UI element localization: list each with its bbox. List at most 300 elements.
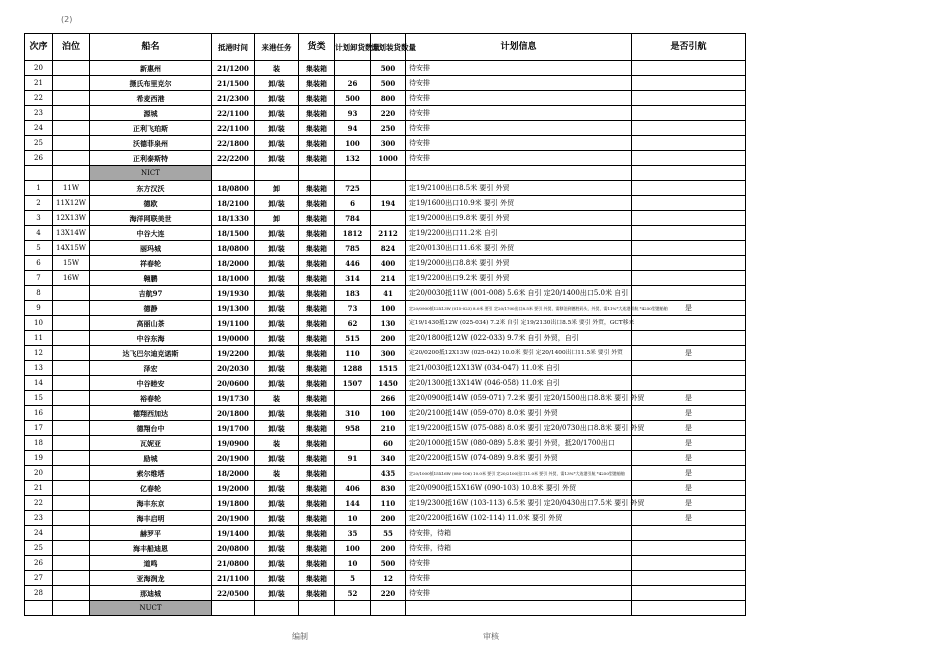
cell-seq: 16	[25, 406, 53, 421]
cell-arrival: 20/1800	[212, 406, 255, 421]
cell-pilot: 是	[632, 496, 746, 511]
cell-load: 340	[371, 451, 406, 466]
table-row	[25, 376, 746, 391]
cell-vessel: 海丰启明	[90, 511, 212, 526]
cell-arrival: 19/1300	[212, 301, 255, 316]
cell-pilot: 是	[632, 436, 746, 451]
cell-berth	[53, 571, 90, 586]
cell-pilot: 是	[632, 451, 746, 466]
cell-discharge: 725	[335, 181, 371, 196]
cell-plan-info: 定20/0900抵14W (059-071) 7.2米 要引 定20/1500出口8.8米 要引 外贸	[406, 391, 632, 406]
cell-discharge: 62	[335, 316, 371, 331]
table-row	[25, 121, 746, 136]
cell-berth: 13X14W	[53, 226, 90, 241]
cell-cargo: 集装箱	[299, 376, 335, 391]
table-row	[25, 541, 746, 556]
col-header-load: 计划装货数量	[371, 34, 406, 61]
cell-task: 卸/装	[255, 376, 299, 391]
cell-plan-info: 定20/1000抵15X16W (080-106) 10.0米 要引 定20/2100出口11.0米 要引 外贸，需13%*大连港引航 *4250型港船舶	[406, 466, 632, 481]
cell-plan-info: 定20/1000抵15W (080-089) 5.8米 要引 外贸，抵20/1700出口	[406, 436, 632, 451]
cell-vessel: 摄氏布里克尔	[90, 76, 212, 91]
cell-plan-info: 定20/0200抵12X13W (025-042) 10.0米 要引 定20/1400出口11.5米 要引 外贸	[406, 346, 632, 361]
cell-seq: 28	[25, 586, 53, 601]
cell-berth	[53, 526, 90, 541]
cell-berth	[53, 91, 90, 106]
cell-cargo: 集装箱	[299, 391, 335, 406]
cell-pilot	[632, 571, 746, 586]
cell-arrival: 19/1800	[212, 496, 255, 511]
cell-pilot	[632, 241, 746, 256]
cell-pilot: 是	[632, 391, 746, 406]
cell-seq: 7	[25, 271, 53, 286]
cell-vessel: 中谷睦安	[90, 376, 212, 391]
cell-vessel: 中谷东海	[90, 331, 212, 346]
cell-arrival: 21/0800	[212, 556, 255, 571]
cell-berth	[53, 451, 90, 466]
cell-discharge: 958	[335, 421, 371, 436]
cell-vessel: 裕春轮	[90, 391, 212, 406]
cell-plan-info: 待安排	[406, 136, 632, 151]
cell-seq: 12	[25, 346, 53, 361]
cell-vessel: 海丰船迪恩	[90, 541, 212, 556]
cell-seq: 23	[25, 511, 53, 526]
cell-vessel: 翱鹏	[90, 271, 212, 286]
col-header-arrival: 抵港时间	[212, 34, 255, 61]
table-row	[25, 361, 746, 376]
cell-plan-info: 定19/2200出口9.2米 要引 外贸	[406, 271, 632, 286]
cell-cargo: 集装箱	[299, 361, 335, 376]
cell-discharge: 310	[335, 406, 371, 421]
cell-seq: 17	[25, 421, 53, 436]
cell-seq: 25	[25, 136, 53, 151]
cell-cargo: 集装箱	[299, 301, 335, 316]
cell-cargo: 集装箱	[299, 316, 335, 331]
cell-pilot	[632, 76, 746, 91]
cell-plan-info: 定20/1300抵13X14W (046-058) 11.0米 自引	[406, 376, 632, 391]
cell-berth	[53, 481, 90, 496]
cell-pilot	[632, 181, 746, 196]
cell-vessel: 中谷大连	[90, 226, 212, 241]
cell-task: 装	[255, 61, 299, 76]
cell-vessel: 达飞巴尔迪克诺斯	[90, 346, 212, 361]
cell-task: 卸/装	[255, 346, 299, 361]
cell-vessel: 泽宏	[90, 361, 212, 376]
cell-arrival: 21/1100	[212, 571, 255, 586]
cell-load: 110	[371, 496, 406, 511]
cell-pilot	[632, 361, 746, 376]
cell-seq: 8	[25, 286, 53, 301]
cell-load	[371, 211, 406, 226]
cell-load: 300	[371, 346, 406, 361]
col-header-plan-info: 计划信息	[406, 34, 632, 61]
cell-task: 卸/装	[255, 421, 299, 436]
cell-load: 2112	[371, 226, 406, 241]
cell-plan-info: 定19/1600出口10.9米 要引 外贸	[406, 196, 632, 211]
cell-seq: 11	[25, 331, 53, 346]
cell-seq: 4	[25, 226, 53, 241]
cell-vessel: 新惠州	[90, 61, 212, 76]
cell-plan-info: 定20/2100抵14W (059-070) 8.0米 要引 外贸	[406, 406, 632, 421]
cell-task: 卸/装	[255, 241, 299, 256]
cell-berth: 11W	[53, 181, 90, 196]
terminal-section-label: NUCT	[90, 601, 212, 616]
cell-seq: 3	[25, 211, 53, 226]
cell-pilot	[632, 541, 746, 556]
cell-cargo: 集装箱	[299, 181, 335, 196]
cell-arrival: 19/1730	[212, 391, 255, 406]
cell-cargo: 集装箱	[299, 61, 335, 76]
col-header-vessel: 船名	[90, 34, 212, 61]
cell-plan-info: 定20/1800抵12W (022-033) 9.7米 自引 外贸，自引	[406, 331, 632, 346]
cell-arrival: 22/1100	[212, 121, 255, 136]
cell-pilot	[632, 316, 746, 331]
table-row	[25, 406, 746, 421]
cell-arrival: 22/0500	[212, 586, 255, 601]
cell-empty	[255, 166, 299, 181]
cell-load: 200	[371, 331, 406, 346]
cell-discharge	[335, 436, 371, 451]
cell-berth	[53, 76, 90, 91]
cell-pilot	[632, 91, 746, 106]
cell-cargo: 集装箱	[299, 271, 335, 286]
cell-discharge: 91	[335, 451, 371, 466]
table-row	[25, 586, 746, 601]
cell-vessel: 德翔台中	[90, 421, 212, 436]
cell-pilot: 是	[632, 421, 746, 436]
cell-berth: 16W	[53, 271, 90, 286]
cell-arrival: 18/2100	[212, 196, 255, 211]
table-row	[25, 181, 746, 196]
table-row	[25, 346, 746, 361]
cell-vessel: 正利飞珀斯	[90, 121, 212, 136]
cell-task: 卸/装	[255, 571, 299, 586]
cell-empty	[632, 166, 746, 181]
cell-empty	[212, 601, 255, 616]
cell-pilot	[632, 61, 746, 76]
cell-seq: 10	[25, 316, 53, 331]
cell-pilot	[632, 226, 746, 241]
cell-vessel: 祥春轮	[90, 256, 212, 271]
cell-seq: 15	[25, 391, 53, 406]
cell-pilot	[632, 586, 746, 601]
cell-load: 500	[371, 76, 406, 91]
table-row	[25, 466, 746, 481]
cell-discharge: 446	[335, 256, 371, 271]
cell-cargo: 集装箱	[299, 541, 335, 556]
cell-arrival: 22/1100	[212, 106, 255, 121]
col-header-berth: 泊位	[53, 34, 90, 61]
cell-task: 卸/装	[255, 121, 299, 136]
cell-berth: 15W	[53, 256, 90, 271]
cell-cargo: 集装箱	[299, 571, 335, 586]
cell-load: 220	[371, 586, 406, 601]
cell-berth	[53, 406, 90, 421]
cell-load: 435	[371, 466, 406, 481]
col-header-task: 来港任务	[255, 34, 299, 61]
cell-pilot	[632, 106, 746, 121]
cell-cargo: 集装箱	[299, 256, 335, 271]
cell-seq: 5	[25, 241, 53, 256]
cell-empty	[299, 166, 335, 181]
cell-plan-info: 定19/2200出口11.2米 自引	[406, 226, 632, 241]
terminal-section-label: NICT	[90, 166, 212, 181]
table-row	[25, 76, 746, 91]
table-row	[25, 391, 746, 406]
cell-plan-info: 定20/0900抵12X13W (015-023) 8.0米 要引 定20/1700出口8.5米 要引 外贸，需移泊到德胜码头，外贸，需11%*大连港引航 *4250型港船舶	[406, 301, 632, 316]
cell-discharge: 6	[335, 196, 371, 211]
cell-arrival: 18/1500	[212, 226, 255, 241]
cell-seq: 21	[25, 481, 53, 496]
cell-cargo: 集装箱	[299, 151, 335, 166]
cell-cargo: 集装箱	[299, 346, 335, 361]
table-row	[25, 511, 746, 526]
cell-load: 266	[371, 391, 406, 406]
cell-plan-info: 待安排	[406, 571, 632, 586]
table-row	[25, 316, 746, 331]
cell-load: 60	[371, 436, 406, 451]
cell-task: 装	[255, 436, 299, 451]
cell-berth: 14X15W	[53, 241, 90, 256]
cell-plan-info: 待安排	[406, 106, 632, 121]
cell-vessel: 索尔维塔	[90, 466, 212, 481]
cell-load: 55	[371, 526, 406, 541]
cell-cargo: 集装箱	[299, 286, 335, 301]
footer-compile-label: 编制	[292, 632, 308, 641]
cell-task: 卸/装	[255, 301, 299, 316]
cell-pilot	[632, 526, 746, 541]
cell-load: 250	[371, 121, 406, 136]
cell-load: 100	[371, 406, 406, 421]
cell-pilot	[632, 271, 746, 286]
cell-arrival: 18/1000	[212, 271, 255, 286]
cell-seq: 24	[25, 121, 53, 136]
cell-discharge: 183	[335, 286, 371, 301]
cell-berth	[53, 301, 90, 316]
cell-vessel: 德欧	[90, 196, 212, 211]
cell-arrival: 20/0800	[212, 541, 255, 556]
cell-cargo: 集装箱	[299, 136, 335, 151]
cell-task: 卸/装	[255, 151, 299, 166]
cell-discharge: 10	[335, 556, 371, 571]
cell-arrival: 18/2000	[212, 256, 255, 271]
cell-plan-info: 定19/2000出口8.8米 要引 外贸	[406, 256, 632, 271]
cell-plan-info: 定19/2200抵15W (075-088) 8.0米 要引 定20/0730出口8.8米 要引 外贸	[406, 421, 632, 436]
cell-cargo: 集装箱	[299, 406, 335, 421]
cell-berth	[53, 346, 90, 361]
cell-empty	[53, 166, 90, 181]
col-header-pilot: 是否引航	[632, 34, 746, 61]
cell-vessel: 德静	[90, 301, 212, 316]
section-row	[25, 166, 746, 181]
berth-schedule-table	[24, 33, 746, 616]
cell-arrival: 20/1900	[212, 451, 255, 466]
cell-berth	[53, 376, 90, 391]
cell-pilot	[632, 256, 746, 271]
cell-pilot: 是	[632, 406, 746, 421]
cell-vessel: 沃德菲泉州	[90, 136, 212, 151]
cell-load: 214	[371, 271, 406, 286]
cell-empty	[25, 166, 53, 181]
cell-pilot	[632, 286, 746, 301]
table-row	[25, 301, 746, 316]
cell-arrival: 18/2000	[212, 466, 255, 481]
cell-arrival: 19/1930	[212, 286, 255, 301]
cell-seq: 14	[25, 376, 53, 391]
cell-task: 卸/装	[255, 451, 299, 466]
cell-seq: 20	[25, 466, 53, 481]
cell-pilot	[632, 556, 746, 571]
col-header-seq: 次序	[25, 34, 53, 61]
table-row	[25, 451, 746, 466]
table-row	[25, 286, 746, 301]
cell-empty	[25, 601, 53, 616]
cell-cargo: 集装箱	[299, 421, 335, 436]
cell-cargo: 集装箱	[299, 511, 335, 526]
cell-vessel: 励城	[90, 451, 212, 466]
cell-task: 卸/装	[255, 106, 299, 121]
cell-seq: 13	[25, 361, 53, 376]
cell-discharge: 784	[335, 211, 371, 226]
cell-berth: 11X12W	[53, 196, 90, 211]
cell-load: 400	[371, 256, 406, 271]
cell-discharge: 1812	[335, 226, 371, 241]
cell-discharge: 52	[335, 586, 371, 601]
cell-pilot	[632, 331, 746, 346]
table-row	[25, 526, 746, 541]
cell-cargo: 集装箱	[299, 121, 335, 136]
cell-empty	[632, 601, 746, 616]
cell-task: 卸/装	[255, 196, 299, 211]
cell-plan-info: 定20/2200抵15W (074-089) 9.8米 要引 外贸	[406, 451, 632, 466]
cell-berth	[53, 121, 90, 136]
cell-discharge: 515	[335, 331, 371, 346]
cell-arrival: 22/1800	[212, 136, 255, 151]
cell-discharge: 1288	[335, 361, 371, 376]
cell-vessel: 亚海润龙	[90, 571, 212, 586]
cell-arrival: 20/2030	[212, 361, 255, 376]
cell-plan-info: 定19/2100出口8.5米 要引 外贸	[406, 181, 632, 196]
table-row	[25, 436, 746, 451]
cell-discharge: 35	[335, 526, 371, 541]
cell-plan-info: 待安排	[406, 76, 632, 91]
cell-task: 卸/装	[255, 286, 299, 301]
cell-arrival: 22/2200	[212, 151, 255, 166]
cell-arrival: 19/1700	[212, 421, 255, 436]
cell-discharge: 785	[335, 241, 371, 256]
cell-arrival: 20/1900	[212, 511, 255, 526]
cell-vessel: 希麦西港	[90, 91, 212, 106]
cell-plan-info: 定19/1430抵12W (025-034) 7.2米 自引 定19/2130出口8.5米 要引 外贸，GCT移来	[406, 316, 632, 331]
cell-cargo: 集装箱	[299, 451, 335, 466]
cell-berth	[53, 316, 90, 331]
cell-seq: 9	[25, 301, 53, 316]
cell-arrival: 21/2300	[212, 91, 255, 106]
table-row	[25, 241, 746, 256]
cell-seq: 22	[25, 496, 53, 511]
cell-plan-info: 定19/2000出口9.8米 要引 外贸	[406, 211, 632, 226]
cell-cargo: 集装箱	[299, 226, 335, 241]
cell-task: 卸/装	[255, 541, 299, 556]
cell-pilot	[632, 196, 746, 211]
cell-berth	[53, 361, 90, 376]
cell-pilot: 是	[632, 346, 746, 361]
cell-arrival: 19/2000	[212, 481, 255, 496]
cell-berth	[53, 391, 90, 406]
cell-berth	[53, 151, 90, 166]
cell-vessel: 吉航97	[90, 286, 212, 301]
cell-plan-info: 定20/2200抵16W (102-114) 11.0米 要引 外贸	[406, 511, 632, 526]
cell-berth	[53, 496, 90, 511]
cell-task: 卸/装	[255, 316, 299, 331]
cell-load: 800	[371, 91, 406, 106]
cell-pilot	[632, 121, 746, 136]
cell-plan-info: 待安排	[406, 121, 632, 136]
cell-discharge: 100	[335, 136, 371, 151]
cell-task: 卸/装	[255, 271, 299, 286]
cell-task: 卸/装	[255, 406, 299, 421]
cell-pilot: 是	[632, 481, 746, 496]
cell-cargo: 集装箱	[299, 196, 335, 211]
cell-arrival: 18/0800	[212, 181, 255, 196]
cell-pilot: 是	[632, 511, 746, 526]
cell-discharge	[335, 466, 371, 481]
table-row	[25, 196, 746, 211]
table-row	[25, 481, 746, 496]
cell-berth	[53, 61, 90, 76]
cell-task: 卸/装	[255, 496, 299, 511]
cell-vessel: 那迪城	[90, 586, 212, 601]
cell-cargo: 集装箱	[299, 106, 335, 121]
cell-discharge: 500	[335, 91, 371, 106]
cell-discharge: 110	[335, 346, 371, 361]
cell-discharge: 100	[335, 541, 371, 556]
footer-review-label: 审核	[483, 632, 499, 641]
cell-cargo: 集装箱	[299, 331, 335, 346]
cell-vessel: 源城	[90, 106, 212, 121]
cell-arrival: 21/1200	[212, 61, 255, 76]
cell-discharge: 10	[335, 511, 371, 526]
cell-load: 830	[371, 481, 406, 496]
cell-task: 卸/装	[255, 511, 299, 526]
cell-empty	[53, 601, 90, 616]
cell-arrival: 21/1500	[212, 76, 255, 91]
cell-plan-info: 待安排	[406, 586, 632, 601]
cell-berth	[53, 556, 90, 571]
cell-load: 500	[371, 61, 406, 76]
cell-seq: 24	[25, 526, 53, 541]
cell-vessel: 丽玛城	[90, 241, 212, 256]
cell-vessel: 海丰东京	[90, 496, 212, 511]
cell-berth	[53, 106, 90, 121]
cell-plan-info: 定20/0900抵15X16W (090-103) 10.8米 要引 外贸	[406, 481, 632, 496]
cell-discharge: 406	[335, 481, 371, 496]
cell-task: 卸/装	[255, 226, 299, 241]
cell-pilot	[632, 211, 746, 226]
table-row	[25, 331, 746, 346]
cell-pilot	[632, 376, 746, 391]
cell-cargo: 集装箱	[299, 526, 335, 541]
cell-seq: 19	[25, 451, 53, 466]
cell-task: 装	[255, 391, 299, 406]
cell-plan-info: 定20/0030抵11W (001-008) 5.6米 自引 定20/1400出口5.0米 自引	[406, 286, 632, 301]
cell-plan-info: 待安排，待箱	[406, 526, 632, 541]
cell-vessel: 高丽山茶	[90, 316, 212, 331]
cell-discharge: 132	[335, 151, 371, 166]
cell-berth	[53, 286, 90, 301]
table-row	[25, 571, 746, 586]
cell-berth	[53, 436, 90, 451]
cell-load	[371, 181, 406, 196]
